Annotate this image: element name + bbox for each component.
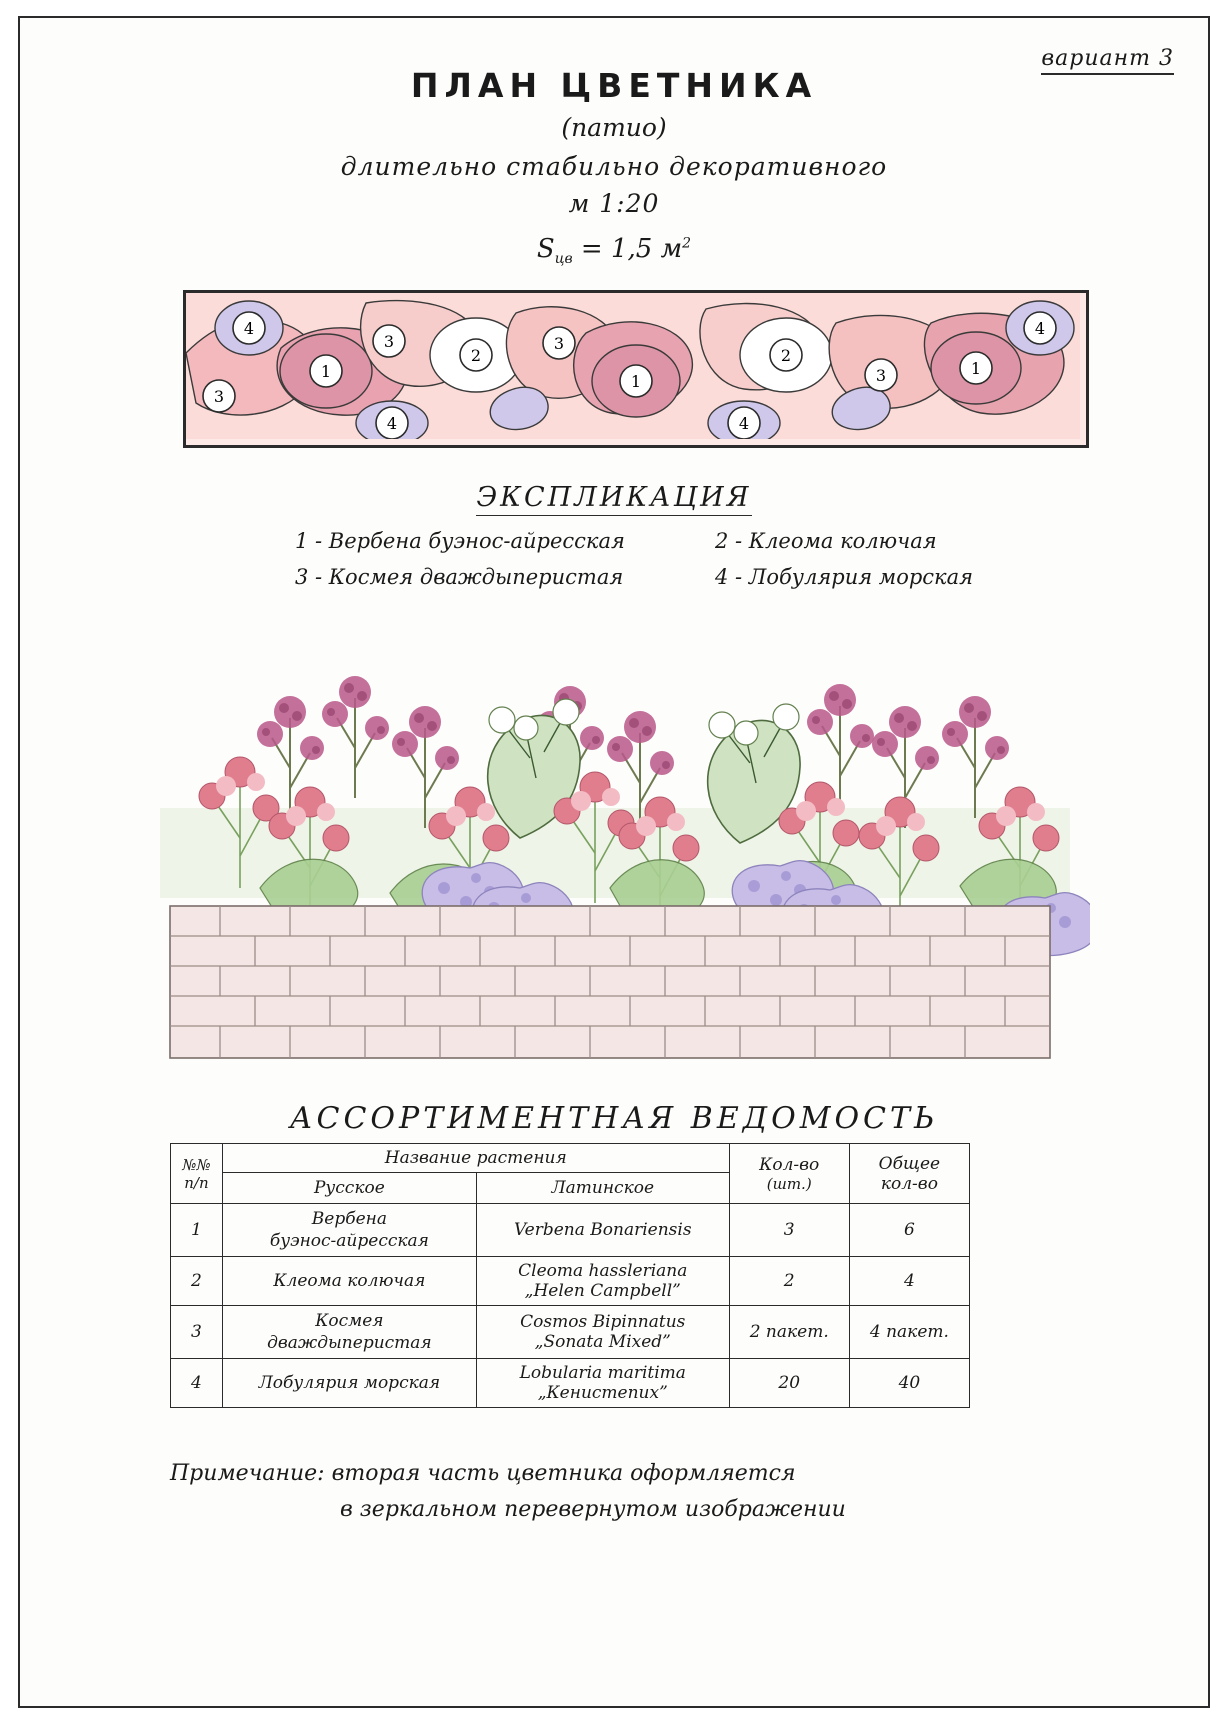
svg-text:3: 3: [213, 387, 225, 406]
row-qty: 3: [729, 1204, 849, 1257]
svg-text:3: 3: [875, 366, 887, 385]
explication-item: 2 - Клеома колючая: [715, 529, 937, 553]
area-symbol: S: [536, 234, 555, 264]
row-num: 4: [171, 1359, 223, 1408]
table-row: [171, 1306, 970, 1359]
svg-text:1: 1: [970, 359, 982, 378]
svg-text:2: 2: [470, 346, 482, 365]
title-block: [20, 66, 1208, 267]
flowerbed-plan-diagram: [183, 290, 1089, 448]
header-qty: Кол-во (шт.): [729, 1144, 849, 1204]
variant-label: вариант 3: [1041, 46, 1174, 75]
table-row: [171, 1257, 970, 1306]
header-name-group: Название растения: [222, 1144, 729, 1173]
row-num: 3: [171, 1306, 223, 1359]
explication-title: ЭКСПЛИКАЦИЯ: [20, 482, 1208, 513]
flowerbed-elevation-illustration: [140, 658, 1090, 1078]
row-qty: 2 пакет.: [729, 1306, 849, 1359]
row-russian: Космея дваждыперистая: [222, 1306, 476, 1359]
row-num: 1: [171, 1204, 223, 1257]
row-qty: 20: [729, 1359, 849, 1408]
elevation-svg: [140, 658, 1090, 1078]
assortment-table: [170, 1143, 970, 1408]
row-num: 2: [171, 1257, 223, 1306]
row-latin: Cosmos Bipinnatus „Sonata Mixed”: [476, 1306, 729, 1359]
header-total: Общее кол-во: [849, 1144, 969, 1204]
assortment-title: АССОРТИМЕНТНАЯ ВЕДОМОСТЬ: [289, 1101, 939, 1136]
row-latin: Cleoma hassleriana „Helen Campbell”: [476, 1257, 729, 1306]
explication-item: 3 - Космея дваждыперистая: [295, 565, 624, 589]
brick-wall: [170, 906, 1050, 1058]
note-block: [170, 1456, 1070, 1528]
row-total: 4: [849, 1257, 969, 1306]
header-russian: Русское: [222, 1173, 476, 1204]
plan-svg: [186, 293, 1080, 439]
svg-text:4: 4: [1034, 319, 1046, 338]
row-total: 40: [849, 1359, 969, 1408]
page-subtitle-description: длительно стабильно декоративного: [340, 152, 888, 181]
row-latin: Verbena Bonariensis: [476, 1204, 729, 1257]
header-latin: Латинское: [476, 1173, 729, 1204]
table-row: [171, 1359, 970, 1408]
explication-item: 1 - Вербена буэнос-айресская: [295, 529, 625, 553]
row-latin: Lobularia maritima „Кенистепих”: [476, 1359, 729, 1408]
svg-text:2: 2: [780, 346, 792, 365]
svg-text:4: 4: [386, 414, 398, 433]
drawing-sheet: [18, 16, 1210, 1708]
page-subtitle: (патио): [561, 113, 667, 142]
page-title: ПЛАН ЦВЕТНИКА: [410, 66, 818, 105]
area-value: = 1,5 м: [580, 234, 683, 264]
row-russian: Лобулярия морская: [222, 1359, 476, 1408]
scale-label: м 1:20: [568, 189, 660, 218]
svg-text:4: 4: [243, 319, 255, 338]
area-superscript: 2: [682, 235, 692, 252]
svg-text:1: 1: [630, 372, 642, 391]
row-total: 4 пакет.: [849, 1306, 969, 1359]
svg-text:4: 4: [738, 414, 750, 433]
note-line-1: Примечание: вторая часть цветника оформляется: [170, 1461, 796, 1486]
svg-text:3: 3: [383, 332, 395, 351]
note-line-2: в зеркальном перевернутом изображении: [340, 1497, 846, 1522]
svg-text:1: 1: [320, 362, 332, 381]
row-russian: Клеома колючая: [222, 1257, 476, 1306]
row-russian: Вербена буэнос-айресская: [222, 1204, 476, 1257]
svg-text:3: 3: [553, 334, 565, 353]
area-label: [20, 234, 1208, 267]
area-subscript: цв: [554, 251, 573, 268]
table-header-row: [171, 1144, 970, 1173]
row-qty: 2: [729, 1257, 849, 1306]
explication-item: 4 - Лобулярия морская: [715, 565, 974, 589]
header-num: №№ п/п: [171, 1144, 223, 1204]
table-row: [171, 1204, 970, 1257]
explication-list: [295, 523, 1025, 595]
row-total: 6: [849, 1204, 969, 1257]
